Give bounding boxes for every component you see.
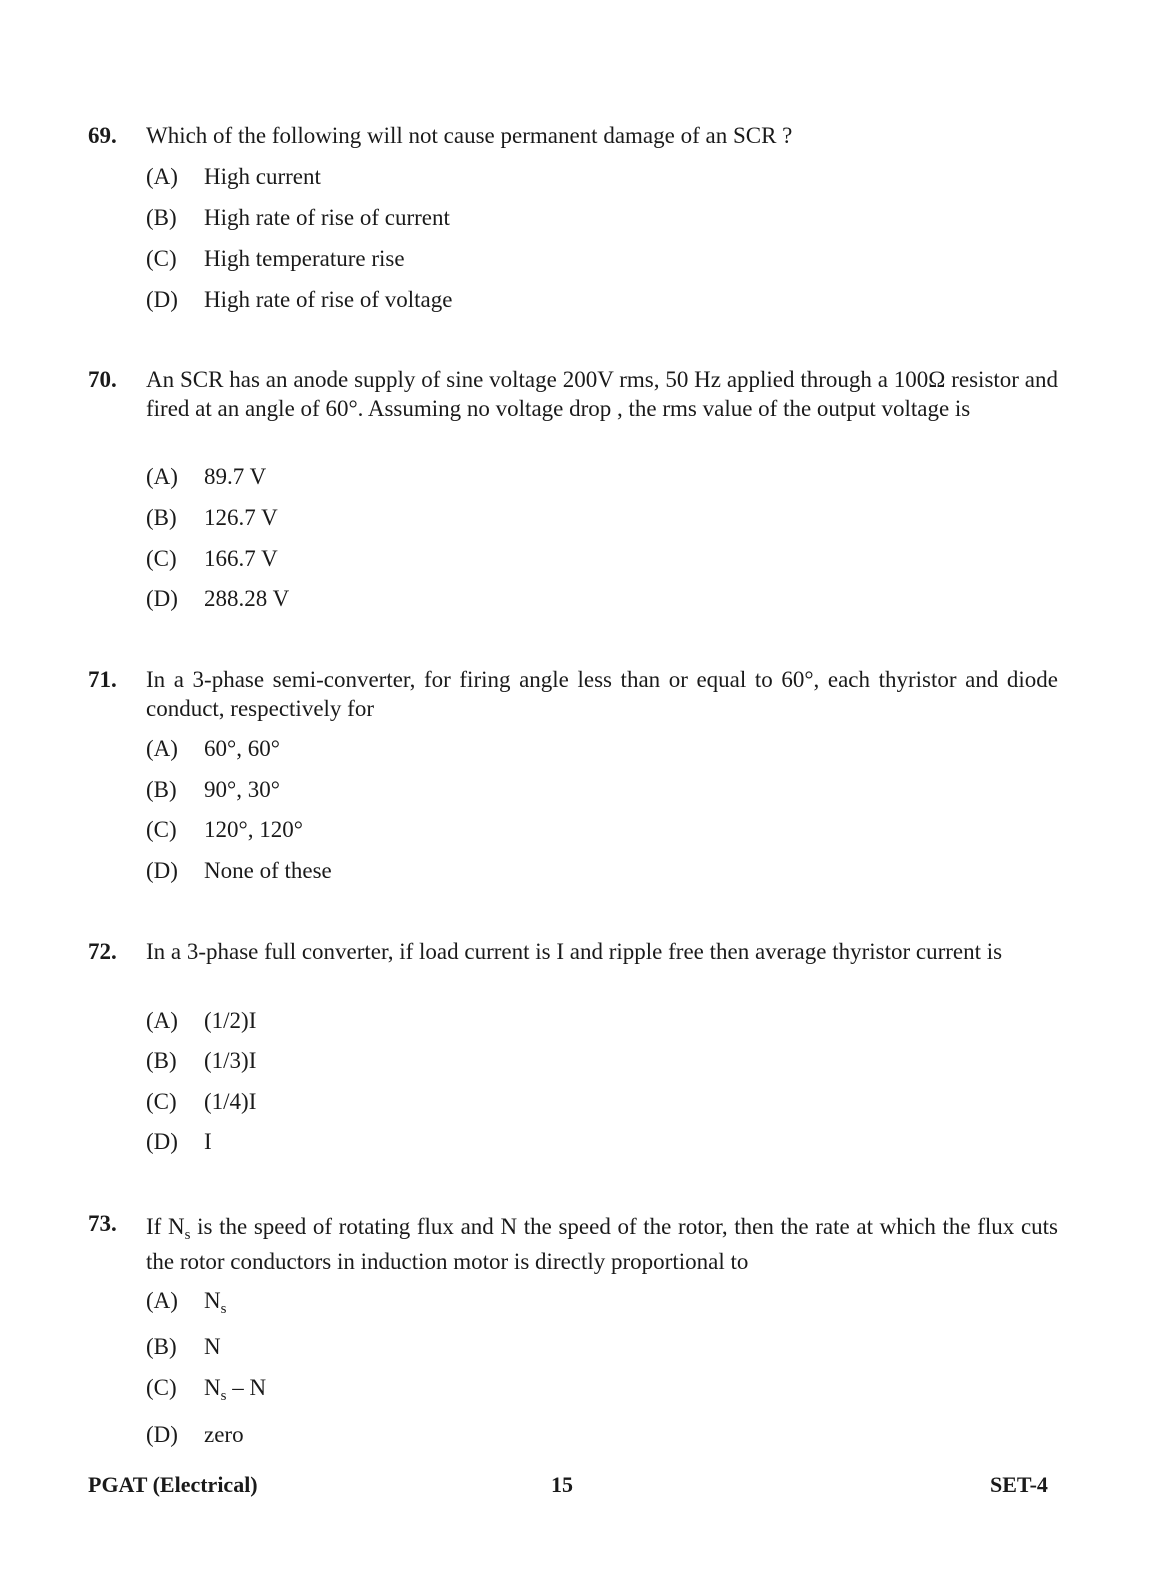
option-text: 60°, 60° — [204, 736, 280, 761]
question-text: In a 3-phase semi-converter, for firing angle less than or equal to 60°, each thyristor and diode conduct, respectively for — [146, 667, 1058, 721]
question-text: Which of the following will not cause permanent damage of an SCR ? — [146, 123, 793, 148]
option-label: (A) — [146, 1288, 178, 1313]
option-label: (D) — [146, 586, 178, 611]
option-label: (A) — [146, 1008, 178, 1033]
option-label: (C) — [146, 546, 177, 571]
option-a — [146, 1006, 256, 1035]
option-text: (1/4)I — [204, 1089, 257, 1114]
option-a — [146, 462, 266, 491]
question-number: 72. — [88, 939, 117, 964]
question-72 — [88, 937, 1058, 1154]
option-label: (C) — [146, 246, 177, 271]
option-label: (A) — [146, 464, 178, 489]
option-text: N — [204, 1375, 221, 1400]
option-c — [146, 815, 303, 844]
option-label: (B) — [146, 205, 177, 230]
option-text: 126.7 V — [204, 505, 278, 530]
option-d — [146, 285, 452, 314]
question-73 — [88, 1209, 1058, 1447]
question-text: In a 3-phase full converter, if load current is I and ripple free then average thyristor current is — [146, 939, 1003, 964]
option-c — [146, 1373, 266, 1402]
option-text: N — [204, 1334, 221, 1359]
option-text: High rate of rise of voltage — [204, 287, 453, 312]
option-label: (A) — [146, 164, 178, 189]
option-text: 166.7 V — [204, 546, 278, 571]
option-label: (B) — [146, 777, 177, 802]
option-text: (1/2)I — [204, 1008, 257, 1033]
option-d — [146, 1420, 244, 1449]
option-text: (1/3)I — [204, 1048, 257, 1073]
option-label: (A) — [146, 736, 178, 761]
option-label: (B) — [146, 1048, 177, 1073]
option-c — [146, 544, 278, 573]
option-text: High current — [204, 164, 321, 189]
question-number: 73. — [88, 1211, 117, 1236]
option-label: (D) — [146, 287, 178, 312]
option-text: 120°, 120° — [204, 817, 303, 842]
option-text: High rate of rise of current — [204, 205, 450, 230]
option-text: 288.28 V — [204, 586, 290, 611]
option-text: None of these — [204, 858, 332, 883]
option-text: High temperature rise — [204, 246, 405, 271]
option-c — [146, 1087, 256, 1116]
option-d — [146, 856, 332, 885]
option-a — [146, 1286, 226, 1315]
option-label: (C) — [146, 817, 177, 842]
option-label: (D) — [146, 858, 178, 883]
option-b — [146, 1046, 256, 1075]
question-number: 69. — [88, 123, 117, 148]
subscript: s — [184, 1227, 191, 1243]
question-text-pre: If N — [146, 1214, 185, 1239]
option-a — [146, 734, 280, 763]
option-b — [146, 1332, 221, 1361]
option-text: I — [204, 1129, 212, 1154]
option-b — [146, 203, 450, 232]
question-text-post: is the speed of rotating flux and N the speed of the rotor, then the rate at which the flux cuts the rotor conductors in induction motor is directly proportional to — [146, 1214, 1058, 1274]
question-text — [146, 1209, 1058, 1279]
subscript: s — [220, 1301, 227, 1317]
option-label: (B) — [146, 505, 177, 530]
option-d — [146, 584, 289, 613]
question-69 — [88, 121, 1058, 312]
option-text: N — [204, 1288, 221, 1313]
option-text: 89.7 V — [204, 464, 267, 489]
option-text-post: – N — [226, 1375, 267, 1400]
page-number: 15 — [551, 1472, 573, 1497]
option-label: (D) — [146, 1422, 178, 1447]
option-label: (C) — [146, 1089, 177, 1114]
option-d — [146, 1127, 212, 1156]
option-label: (D) — [146, 1129, 178, 1154]
option-text: zero — [204, 1422, 244, 1447]
option-c — [146, 244, 405, 273]
option-b — [146, 503, 278, 532]
option-b — [146, 775, 280, 804]
option-text: 90°, 30° — [204, 777, 280, 802]
question-number: 70. — [88, 367, 117, 392]
footer-exam-title: PGAT (Electrical) — [88, 1472, 258, 1497]
option-label: (B) — [146, 1334, 177, 1359]
option-a — [146, 162, 321, 191]
question-number: 71. — [88, 667, 117, 692]
subscript: s — [220, 1388, 227, 1404]
question-71 — [88, 665, 1058, 883]
footer-set-label: SET-4 — [990, 1472, 1048, 1497]
option-label: (C) — [146, 1375, 177, 1400]
question-70 — [88, 365, 1058, 611]
question-text: An SCR has an anode supply of sine voltage 200V rms, 50 Hz applied through a 100Ω resistor and fired at an angle of 60°. Assuming no voltage drop , the rms value of the output voltage is — [146, 367, 1058, 421]
